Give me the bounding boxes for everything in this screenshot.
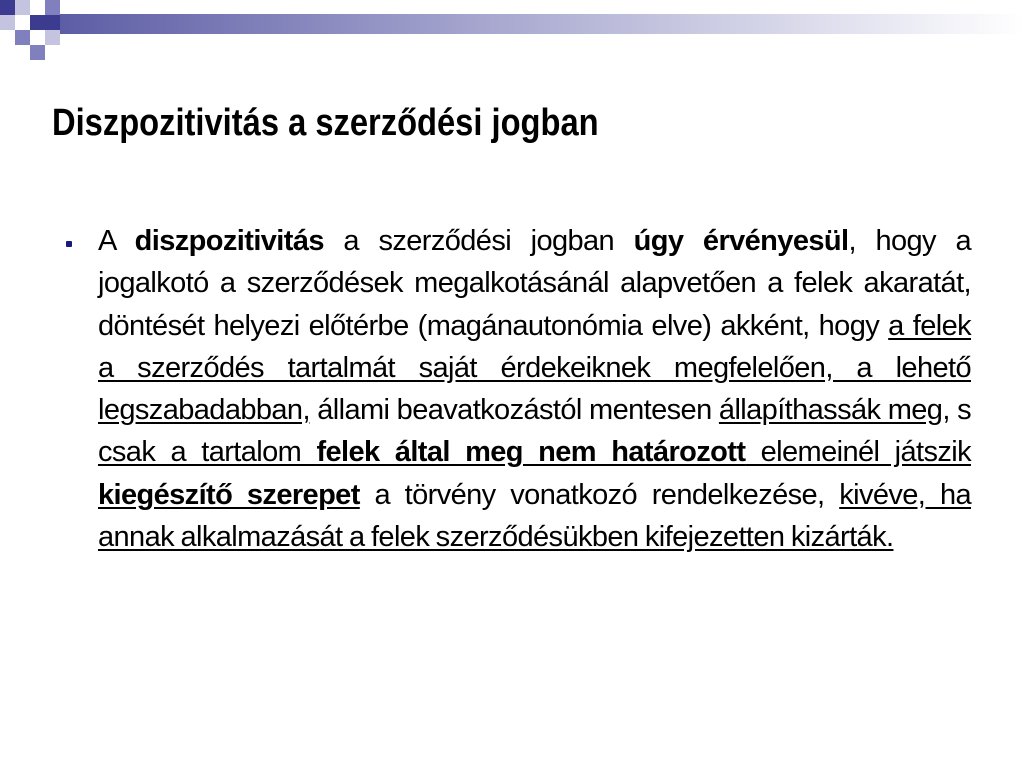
text-segment: felek által meg nem határozott [316, 436, 746, 469]
text-segment: úgy érvényesül [633, 225, 849, 257]
text-segment: diszpozitivitás [134, 225, 324, 257]
header-square [45, 15, 60, 30]
header-square [30, 15, 45, 30]
text-segment: , hogy a jogalkotó a szerződések megalkotásánál alapvetően a felek akaratát, döntését helyezi előtérbe (magánautonómia elve) akként, hogy [98, 225, 971, 342]
bullet-text [98, 220, 971, 558]
text-segment: kivéve, ha annak alkalmazását a felek szerződésükben kifejezetten kizárták. [98, 478, 972, 554]
header-square [0, 0, 15, 15]
header-gradient-band [60, 14, 1024, 34]
header-square [45, 30, 60, 45]
header-square [15, 30, 30, 45]
text-segment: A [98, 225, 135, 257]
header-decoration [0, 0, 1024, 70]
text-segment: a törvény vonatkozó rendelkezése, [359, 478, 840, 511]
header-square [45, 0, 60, 15]
text-segment: , s [942, 394, 971, 427]
text-segment: a szerződési jogban [323, 225, 634, 257]
header-square [15, 0, 30, 15]
bullet-marker [66, 241, 72, 247]
header-square [30, 45, 45, 60]
text-segment: csak a tartalom [98, 436, 317, 469]
header-square [0, 15, 15, 30]
text-segment: kiegészítő szerepet [98, 478, 360, 511]
text-segment: elemeinél játszik [745, 436, 971, 469]
text-segment: a felek a szerződés tartalmát saját érdekeiknek megfelelően, a lehető legszabadabban, [98, 309, 971, 427]
text-segment: állapíthassák meg [718, 394, 943, 427]
slide-title: Diszpozitivitás a szerződési jogban [52, 102, 599, 144]
text-segment: állami beavatkozástól mentesen [309, 394, 719, 427]
